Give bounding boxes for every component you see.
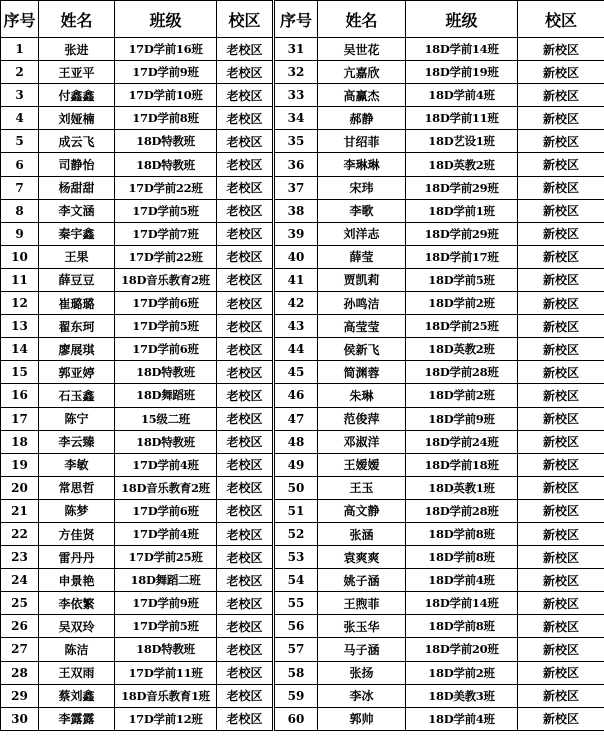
left-name-cell: 薛豆豆 [39,268,115,291]
right-index-cell: 58 [274,661,318,684]
left-name-cell: 李依繁 [39,592,115,615]
right-class-cell: 18D学前8班 [406,615,518,638]
left-campus-cell: 老校区 [217,430,274,453]
left-campus-cell: 老校区 [217,338,274,361]
table-row [1,199,604,222]
table-row [1,38,604,61]
right-name-cell: 王煦菲 [318,592,406,615]
right-campus-cell: 新校区 [518,592,604,615]
right-campus-cell: 新校区 [518,107,604,130]
right-index-cell: 50 [274,476,318,499]
left-class-cell: 17D学前4班 [115,453,217,476]
right-index-cell: 45 [274,361,318,384]
left-index-cell: 3 [1,84,39,107]
right-class-cell: 18D学前4班 [406,707,518,730]
left-index-cell: 16 [1,384,39,407]
right-name-cell: 简渊蓉 [318,361,406,384]
right-index-cell: 53 [274,546,318,569]
right-class-cell: 18D学前29班 [406,176,518,199]
left-class-cell: 18D特教班 [115,638,217,661]
right-class-cell: 18D学前28班 [406,499,518,522]
left-class-cell: 18D音乐教育2班 [115,476,217,499]
left-class-cell: 17D学前9班 [115,592,217,615]
right-name-cell: 姚子涵 [318,569,406,592]
table-row [1,430,604,453]
right-index-cell: 48 [274,430,318,453]
header-campus-right: 校区 [518,1,604,38]
right-campus-cell: 新校区 [518,222,604,245]
right-name-cell: 郝静 [318,107,406,130]
left-name-cell: 廖展琪 [39,338,115,361]
left-class-cell: 17D学前5班 [115,315,217,338]
left-class-cell: 18D特教班 [115,130,217,153]
right-name-cell: 邓淑洋 [318,430,406,453]
left-campus-cell: 老校区 [217,407,274,430]
left-campus-cell: 老校区 [217,476,274,499]
left-index-cell: 20 [1,476,39,499]
left-index-cell: 1 [1,38,39,61]
table-row [1,569,604,592]
left-index-cell: 19 [1,453,39,476]
left-name-cell: 李云臻 [39,430,115,453]
left-campus-cell: 老校区 [217,453,274,476]
right-index-cell: 37 [274,176,318,199]
right-name-cell: 范俊萍 [318,407,406,430]
left-campus-cell: 老校区 [217,38,274,61]
table-row [1,338,604,361]
right-index-cell: 39 [274,222,318,245]
right-index-cell: 46 [274,384,318,407]
left-campus-cell: 老校区 [217,592,274,615]
left-class-cell: 17D学前16班 [115,38,217,61]
left-class-cell: 18D特教班 [115,361,217,384]
left-index-cell: 2 [1,61,39,84]
right-index-cell: 35 [274,130,318,153]
right-class-cell: 18D学前28班 [406,361,518,384]
right-name-cell: 李冰 [318,684,406,707]
right-class-cell: 18D学前4班 [406,569,518,592]
right-name-cell: 高赢杰 [318,84,406,107]
right-index-cell: 32 [274,61,318,84]
right-name-cell: 高文静 [318,499,406,522]
right-name-cell: 薛莹 [318,245,406,268]
left-name-cell: 方佳贤 [39,522,115,545]
right-class-cell: 18D艺设1班 [406,130,518,153]
right-index-cell: 40 [274,245,318,268]
left-index-cell: 10 [1,245,39,268]
left-index-cell: 27 [1,638,39,661]
right-campus-cell: 新校区 [518,407,604,430]
left-campus-cell: 老校区 [217,84,274,107]
table-row [1,592,604,615]
right-index-cell: 54 [274,569,318,592]
table-row [1,546,604,569]
right-name-cell: 王嫒嫒 [318,453,406,476]
right-index-cell: 59 [274,684,318,707]
table-row [1,361,604,384]
left-index-cell: 29 [1,684,39,707]
left-index-cell: 13 [1,315,39,338]
left-class-cell: 17D学前25班 [115,546,217,569]
header-name-right: 姓名 [318,1,406,38]
left-class-cell: 17D学前4班 [115,522,217,545]
right-class-cell: 18D学前8班 [406,546,518,569]
right-campus-cell: 新校区 [518,315,604,338]
right-name-cell: 张扬 [318,661,406,684]
right-campus-cell: 新校区 [518,84,604,107]
right-campus-cell: 新校区 [518,499,604,522]
left-class-cell: 17D学前22班 [115,176,217,199]
left-name-cell: 郭亚婷 [39,361,115,384]
left-name-cell: 秦宇鑫 [39,222,115,245]
right-name-cell: 王玉 [318,476,406,499]
left-campus-cell: 老校区 [217,153,274,176]
right-name-cell: 贾凯莉 [318,268,406,291]
left-name-cell: 陈洁 [39,638,115,661]
right-campus-cell: 新校区 [518,61,604,84]
right-campus-cell: 新校区 [518,361,604,384]
left-name-cell: 付鑫鑫 [39,84,115,107]
left-index-cell: 5 [1,130,39,153]
right-name-cell: 李歌 [318,199,406,222]
right-class-cell: 18D学前29班 [406,222,518,245]
right-campus-cell: 新校区 [518,153,604,176]
right-index-cell: 43 [274,315,318,338]
table-row [1,522,604,545]
left-class-cell: 15级二班 [115,407,217,430]
left-name-cell: 吴双玲 [39,615,115,638]
left-class-cell: 17D学前6班 [115,338,217,361]
left-index-cell: 17 [1,407,39,430]
left-name-cell: 李露露 [39,707,115,730]
table-row [1,638,604,661]
right-class-cell: 18D学前19班 [406,61,518,84]
right-class-cell: 18D学前17班 [406,245,518,268]
table-row [1,176,604,199]
right-campus-cell: 新校区 [518,638,604,661]
left-campus-cell: 老校区 [217,661,274,684]
left-campus-cell: 老校区 [217,638,274,661]
left-name-cell: 杨甜甜 [39,176,115,199]
right-class-cell: 18D英教1班 [406,476,518,499]
right-class-cell: 18D学前1班 [406,199,518,222]
right-class-cell: 18D英教2班 [406,338,518,361]
right-index-cell: 38 [274,199,318,222]
left-index-cell: 6 [1,153,39,176]
table-row [1,476,604,499]
right-index-cell: 49 [274,453,318,476]
right-class-cell: 18D英教2班 [406,153,518,176]
right-name-cell: 宋玮 [318,176,406,199]
table-row [1,661,604,684]
left-name-cell: 翟东珂 [39,315,115,338]
header-class-right: 班级 [406,1,518,38]
table-row [1,707,604,730]
right-name-cell: 马子涵 [318,638,406,661]
right-index-cell: 34 [274,107,318,130]
left-campus-cell: 老校区 [217,61,274,84]
left-index-cell: 25 [1,592,39,615]
right-class-cell: 18D学前20班 [406,638,518,661]
left-campus-cell: 老校区 [217,268,274,291]
left-name-cell: 陈梦 [39,499,115,522]
left-name-cell: 刘娅楠 [39,107,115,130]
left-index-cell: 12 [1,292,39,315]
right-class-cell: 18D学前24班 [406,430,518,453]
left-class-cell: 17D学前8班 [115,107,217,130]
left-campus-cell: 老校区 [217,522,274,545]
right-campus-cell: 新校区 [518,130,604,153]
right-name-cell: 吴世花 [318,38,406,61]
table-row [1,684,604,707]
left-name-cell: 张进 [39,38,115,61]
left-campus-cell: 老校区 [217,615,274,638]
right-campus-cell: 新校区 [518,476,604,499]
left-index-cell: 18 [1,430,39,453]
table-row [1,407,604,430]
left-class-cell: 18D特教班 [115,153,217,176]
right-class-cell: 18D学前2班 [406,292,518,315]
left-class-cell: 17D学前12班 [115,707,217,730]
right-index-cell: 42 [274,292,318,315]
left-class-cell: 17D学前6班 [115,499,217,522]
left-class-cell: 18D音乐教育2班 [115,268,217,291]
table-row [1,615,604,638]
left-class-cell: 17D学前6班 [115,292,217,315]
table-row [1,130,604,153]
left-class-cell: 17D学前22班 [115,245,217,268]
header-name-left: 姓名 [39,1,115,38]
right-campus-cell: 新校区 [518,546,604,569]
right-class-cell: 18D学前2班 [406,661,518,684]
table-row [1,245,604,268]
left-campus-cell: 老校区 [217,546,274,569]
left-index-cell: 23 [1,546,39,569]
right-campus-cell: 新校区 [518,569,604,592]
table-row [1,292,604,315]
left-campus-cell: 老校区 [217,107,274,130]
right-index-cell: 56 [274,615,318,638]
right-name-cell: 李琳琳 [318,153,406,176]
left-class-cell: 17D学前5班 [115,615,217,638]
right-index-cell: 55 [274,592,318,615]
left-name-cell: 陈宁 [39,407,115,430]
right-campus-cell: 新校区 [518,707,604,730]
left-class-cell: 17D学前7班 [115,222,217,245]
right-name-cell: 高莹莹 [318,315,406,338]
header-class-left: 班级 [115,1,217,38]
left-name-cell: 申景艳 [39,569,115,592]
left-name-cell: 王双雨 [39,661,115,684]
right-campus-cell: 新校区 [518,684,604,707]
left-name-cell: 常思哲 [39,476,115,499]
right-campus-cell: 新校区 [518,430,604,453]
right-index-cell: 31 [274,38,318,61]
left-index-cell: 26 [1,615,39,638]
left-class-cell: 18D特教班 [115,430,217,453]
right-campus-cell: 新校区 [518,38,604,61]
right-campus-cell: 新校区 [518,384,604,407]
right-index-cell: 51 [274,499,318,522]
right-name-cell: 张玉华 [318,615,406,638]
right-name-cell: 刘洋志 [318,222,406,245]
table-row [1,315,604,338]
right-campus-cell: 新校区 [518,176,604,199]
left-campus-cell: 老校区 [217,176,274,199]
left-index-cell: 30 [1,707,39,730]
right-class-cell: 18D学前11班 [406,107,518,130]
left-class-cell: 18D舞蹈二班 [115,569,217,592]
left-class-cell: 17D学前11班 [115,661,217,684]
table-row [1,61,604,84]
left-class-cell: 17D学前9班 [115,61,217,84]
left-name-cell: 雷丹丹 [39,546,115,569]
left-campus-cell: 老校区 [217,684,274,707]
left-index-cell: 4 [1,107,39,130]
left-class-cell: 18D音乐教育1班 [115,684,217,707]
right-index-cell: 36 [274,153,318,176]
right-campus-cell: 新校区 [518,268,604,291]
right-campus-cell: 新校区 [518,522,604,545]
left-campus-cell: 老校区 [217,384,274,407]
left-index-cell: 14 [1,338,39,361]
table-row [1,268,604,291]
header-index-right: 序号 [274,1,318,38]
header-index-left: 序号 [1,1,39,38]
left-name-cell: 石玉鑫 [39,384,115,407]
left-name-cell: 王果 [39,245,115,268]
roster-body [1,38,604,731]
right-class-cell: 18D学前2班 [406,384,518,407]
right-campus-cell: 新校区 [518,338,604,361]
left-campus-cell: 老校区 [217,130,274,153]
left-name-cell: 李敏 [39,453,115,476]
header-row [1,1,604,38]
right-index-cell: 44 [274,338,318,361]
right-name-cell: 张涵 [318,522,406,545]
right-index-cell: 41 [274,268,318,291]
table-row [1,107,604,130]
table-row [1,499,604,522]
right-index-cell: 47 [274,407,318,430]
table-row [1,153,604,176]
right-class-cell: 18D学前14班 [406,592,518,615]
left-campus-cell: 老校区 [217,222,274,245]
right-campus-cell: 新校区 [518,245,604,268]
table-row [1,222,604,245]
right-campus-cell: 新校区 [518,453,604,476]
right-index-cell: 60 [274,707,318,730]
left-class-cell: 17D学前5班 [115,199,217,222]
left-campus-cell: 老校区 [217,245,274,268]
right-name-cell: 郭帅 [318,707,406,730]
right-name-cell: 侯新飞 [318,338,406,361]
right-name-cell: 孙鸣洁 [318,292,406,315]
right-name-cell: 亢嘉欣 [318,61,406,84]
table-row [1,84,604,107]
left-index-cell: 8 [1,199,39,222]
left-index-cell: 28 [1,661,39,684]
right-class-cell: 18D学前18班 [406,453,518,476]
left-index-cell: 7 [1,176,39,199]
left-index-cell: 11 [1,268,39,291]
left-campus-cell: 老校区 [217,292,274,315]
left-name-cell: 司静怡 [39,153,115,176]
right-name-cell: 袁爽爽 [318,546,406,569]
left-class-cell: 17D学前10班 [115,84,217,107]
right-class-cell: 18D学前5班 [406,268,518,291]
right-class-cell: 18D学前9班 [406,407,518,430]
left-index-cell: 15 [1,361,39,384]
header-campus-left: 校区 [217,1,274,38]
right-index-cell: 52 [274,522,318,545]
left-name-cell: 李文涵 [39,199,115,222]
right-campus-cell: 新校区 [518,661,604,684]
left-index-cell: 22 [1,522,39,545]
left-index-cell: 21 [1,499,39,522]
right-campus-cell: 新校区 [518,199,604,222]
right-class-cell: 18D学前8班 [406,522,518,545]
table-row [1,384,604,407]
left-name-cell: 王亚平 [39,61,115,84]
right-class-cell: 18D学前4班 [406,84,518,107]
left-campus-cell: 老校区 [217,361,274,384]
right-name-cell: 朱琳 [318,384,406,407]
right-index-cell: 33 [274,84,318,107]
left-campus-cell: 老校区 [217,569,274,592]
left-campus-cell: 老校区 [217,315,274,338]
right-class-cell: 18D美教3班 [406,684,518,707]
right-class-cell: 18D学前25班 [406,315,518,338]
left-name-cell: 蔡刘鑫 [39,684,115,707]
right-class-cell: 18D学前14班 [406,38,518,61]
right-index-cell: 57 [274,638,318,661]
left-index-cell: 9 [1,222,39,245]
table-row [1,453,604,476]
left-name-cell: 成云飞 [39,130,115,153]
right-campus-cell: 新校区 [518,615,604,638]
left-campus-cell: 老校区 [217,199,274,222]
left-name-cell: 崔璐璐 [39,292,115,315]
right-campus-cell: 新校区 [518,292,604,315]
left-campus-cell: 老校区 [217,499,274,522]
left-campus-cell: 老校区 [217,707,274,730]
right-name-cell: 甘绍菲 [318,130,406,153]
left-index-cell: 24 [1,569,39,592]
left-class-cell: 18D舞蹈班 [115,384,217,407]
